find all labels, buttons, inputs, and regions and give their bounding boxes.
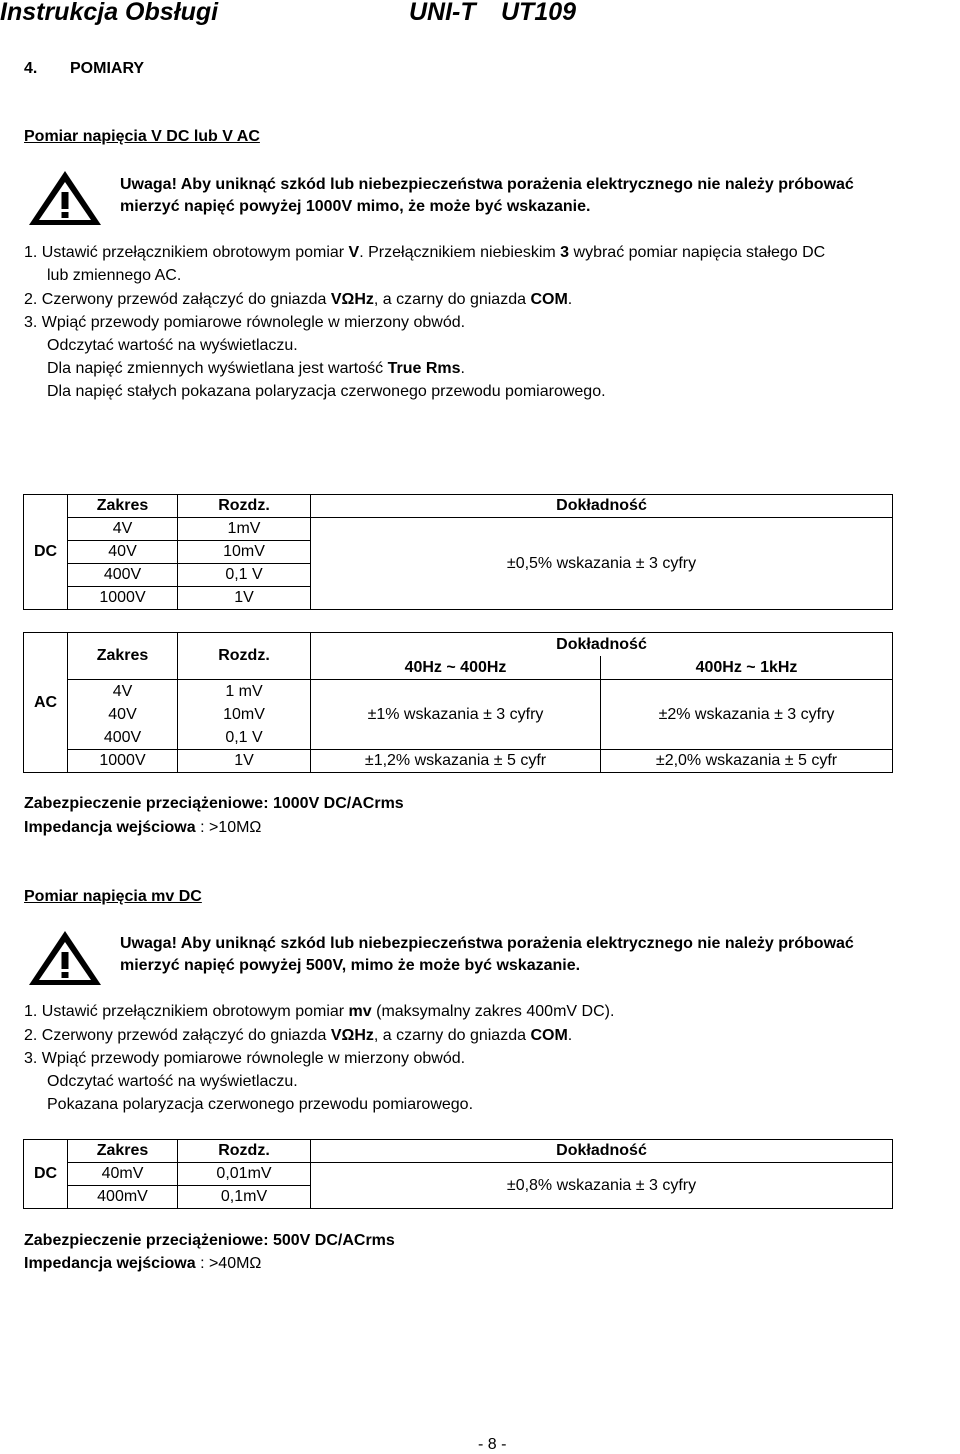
mv-header-acc: Dokładność (311, 1140, 893, 1163)
mv-warning-line1: Uwaga! Aby uniknąć szkód lub niebezpieczeństwa porażenia elektrycznego nie należy próbować (120, 935, 854, 952)
dc-range-cell: 1000V (68, 587, 178, 610)
ac-range-cell: 400V (103, 729, 142, 746)
mv-header-res: Rozdz. (178, 1140, 311, 1163)
mv-res-cell: 0,01mV (178, 1163, 311, 1186)
warning-icon (26, 168, 104, 228)
ac-range-cell: 1000V (68, 750, 178, 773)
ac-header-freq1: 40Hz ~ 400Hz (311, 656, 601, 680)
ac-res-cell: 0,1 V (225, 729, 263, 746)
vdc-step-4: Odczytać wartość na wyświetlaczu. (47, 337, 298, 354)
vdc-warning-line2: mierzyć napięć powyżej 1000V mimo, że może być wskazanie. (120, 198, 591, 215)
mv-step-3: 3. Wpiąć przewody pomiarowe równolegle w mierzony obwód. (24, 1050, 466, 1067)
mv-heading: Pomiar napięcia mv DC (24, 888, 202, 905)
ac-accuracy-high-1000: ±2,0% wskazania ± 5 cyfr (601, 750, 893, 773)
page-number: - 8 - (478, 1436, 507, 1453)
mv-step-4: Odczytać wartość na wyświetlaczu. (47, 1073, 298, 1090)
ac-accuracy-low: ±1% wskazania ± 3 cyfry (311, 680, 601, 750)
dc-res-cell: 10mV (178, 541, 311, 564)
mv-step-5: Pokazana polaryzacja czerwonego przewodu pomiarowego. (47, 1096, 474, 1113)
dc-spec-table (23, 494, 893, 610)
ac-header-res: Rozdz. (178, 633, 311, 680)
vdc-step-5: Dla napięć zmiennych wyświetlana jest wartość True Rms. (47, 360, 465, 377)
ac-spec-table (23, 632, 893, 773)
mv-range-cell: 40mV (68, 1163, 178, 1186)
dc-header-res: Rozdz. (178, 495, 311, 518)
dc-range-cell: 40V (68, 541, 178, 564)
header-brand: UNI-T (409, 0, 476, 26)
vdc-overload: Zabezpieczenie przeciążeniowe: 1000V DC/ACrms (24, 795, 404, 812)
vdc-step-2: 2. Czerwony przewód załączyć do gniazda VΩHz, a czarny do gniazda COM. (24, 291, 573, 308)
dc-mode-cell: DC (24, 495, 68, 610)
header-title: Instrukcja Obsługi (0, 0, 219, 26)
ac-range-cell: 4V (112, 683, 133, 700)
ac-res-cell: 1 mV (225, 683, 263, 700)
ac-accuracy-high: ±2% wskazania ± 3 cyfry (601, 680, 893, 750)
ac-range-cell: 40V (108, 706, 137, 723)
ac-header-acc: Dokładność (311, 633, 893, 657)
ac-mode-cell: AC (24, 633, 68, 773)
mv-res-cell: 0,1mV (178, 1186, 311, 1209)
ac-res-cell: 10mV (223, 706, 265, 723)
dc-accuracy-cell: ±0,5% wskazania ± 3 cyfry (311, 518, 893, 610)
dc-res-cell: 0,1 V (178, 564, 311, 587)
mv-impedance: Impedancja wejściowa : >40MΩ (24, 1255, 262, 1272)
dc-header-acc: Dokładność (311, 495, 893, 518)
mv-overload: Zabezpieczenie przeciążeniowe: 500V DC/ACrms (24, 1232, 395, 1249)
section-number: 4. (24, 60, 38, 77)
mv-step-1: 1. Ustawić przełącznikiem obrotowym pomiar mv (maksymalny zakres 400mV DC). (24, 1003, 615, 1020)
dc-range-cell: 4V (68, 518, 178, 541)
vdc-warning-line1: Uwaga! Aby uniknąć szkód lub niebezpieczeństwa porażenia elektrycznego nie należy próbować (120, 176, 854, 193)
ac-res-cell: 1V (178, 750, 311, 773)
dc-header-range: Zakres (68, 495, 178, 518)
vdc-step-1: 1. Ustawić przełącznikiem obrotowym pomiar V. Przełącznikiem niebieskim 3 wybrać pomiar napięcia stałego DC (24, 244, 826, 261)
mv-warning-line2: mierzyć napięć powyżej 500V, mimo że może być wskazanie. (120, 957, 581, 974)
mv-range-cell: 400mV (68, 1186, 178, 1209)
vdc-impedance: Impedancja wejściowa : >10MΩ (24, 819, 262, 836)
vdc-step-6: Dla napięć stałych pokazana polaryzacja czerwonego przewodu pomiarowego. (47, 383, 606, 400)
dc-res-cell: 1mV (178, 518, 311, 541)
mv-spec-table (23, 1139, 893, 1209)
dc-range-cell: 400V (68, 564, 178, 587)
warning-icon (26, 928, 104, 988)
ac-res-group (178, 680, 311, 750)
vdc-step-3: 3. Wpiąć przewody pomiarowe równolegle w mierzony obwód. (24, 314, 466, 331)
header-model: UT109 (501, 0, 577, 26)
vdc-step-1-cont: lub zmiennego AC. (47, 267, 182, 284)
vdc-heading: Pomiar napięcia V DC lub V AC (24, 128, 260, 145)
mv-accuracy-cell: ±0,8% wskazania ± 3 cyfry (311, 1163, 893, 1209)
mv-header-range: Zakres (68, 1140, 178, 1163)
mv-step-2: 2. Czerwony przewód załączyć do gniazda VΩHz, a czarny do gniazda COM. (24, 1027, 573, 1044)
mv-mode-cell: DC (24, 1140, 68, 1209)
ac-header-range: Zakres (68, 633, 178, 680)
ac-accuracy-low-1000: ±1,2% wskazania ± 5 cyfr (311, 750, 601, 773)
ac-header-freq2: 400Hz ~ 1kHz (601, 656, 893, 680)
section-title: POMIARY (70, 60, 145, 77)
dc-res-cell: 1V (178, 587, 311, 610)
ac-range-group (68, 680, 178, 750)
